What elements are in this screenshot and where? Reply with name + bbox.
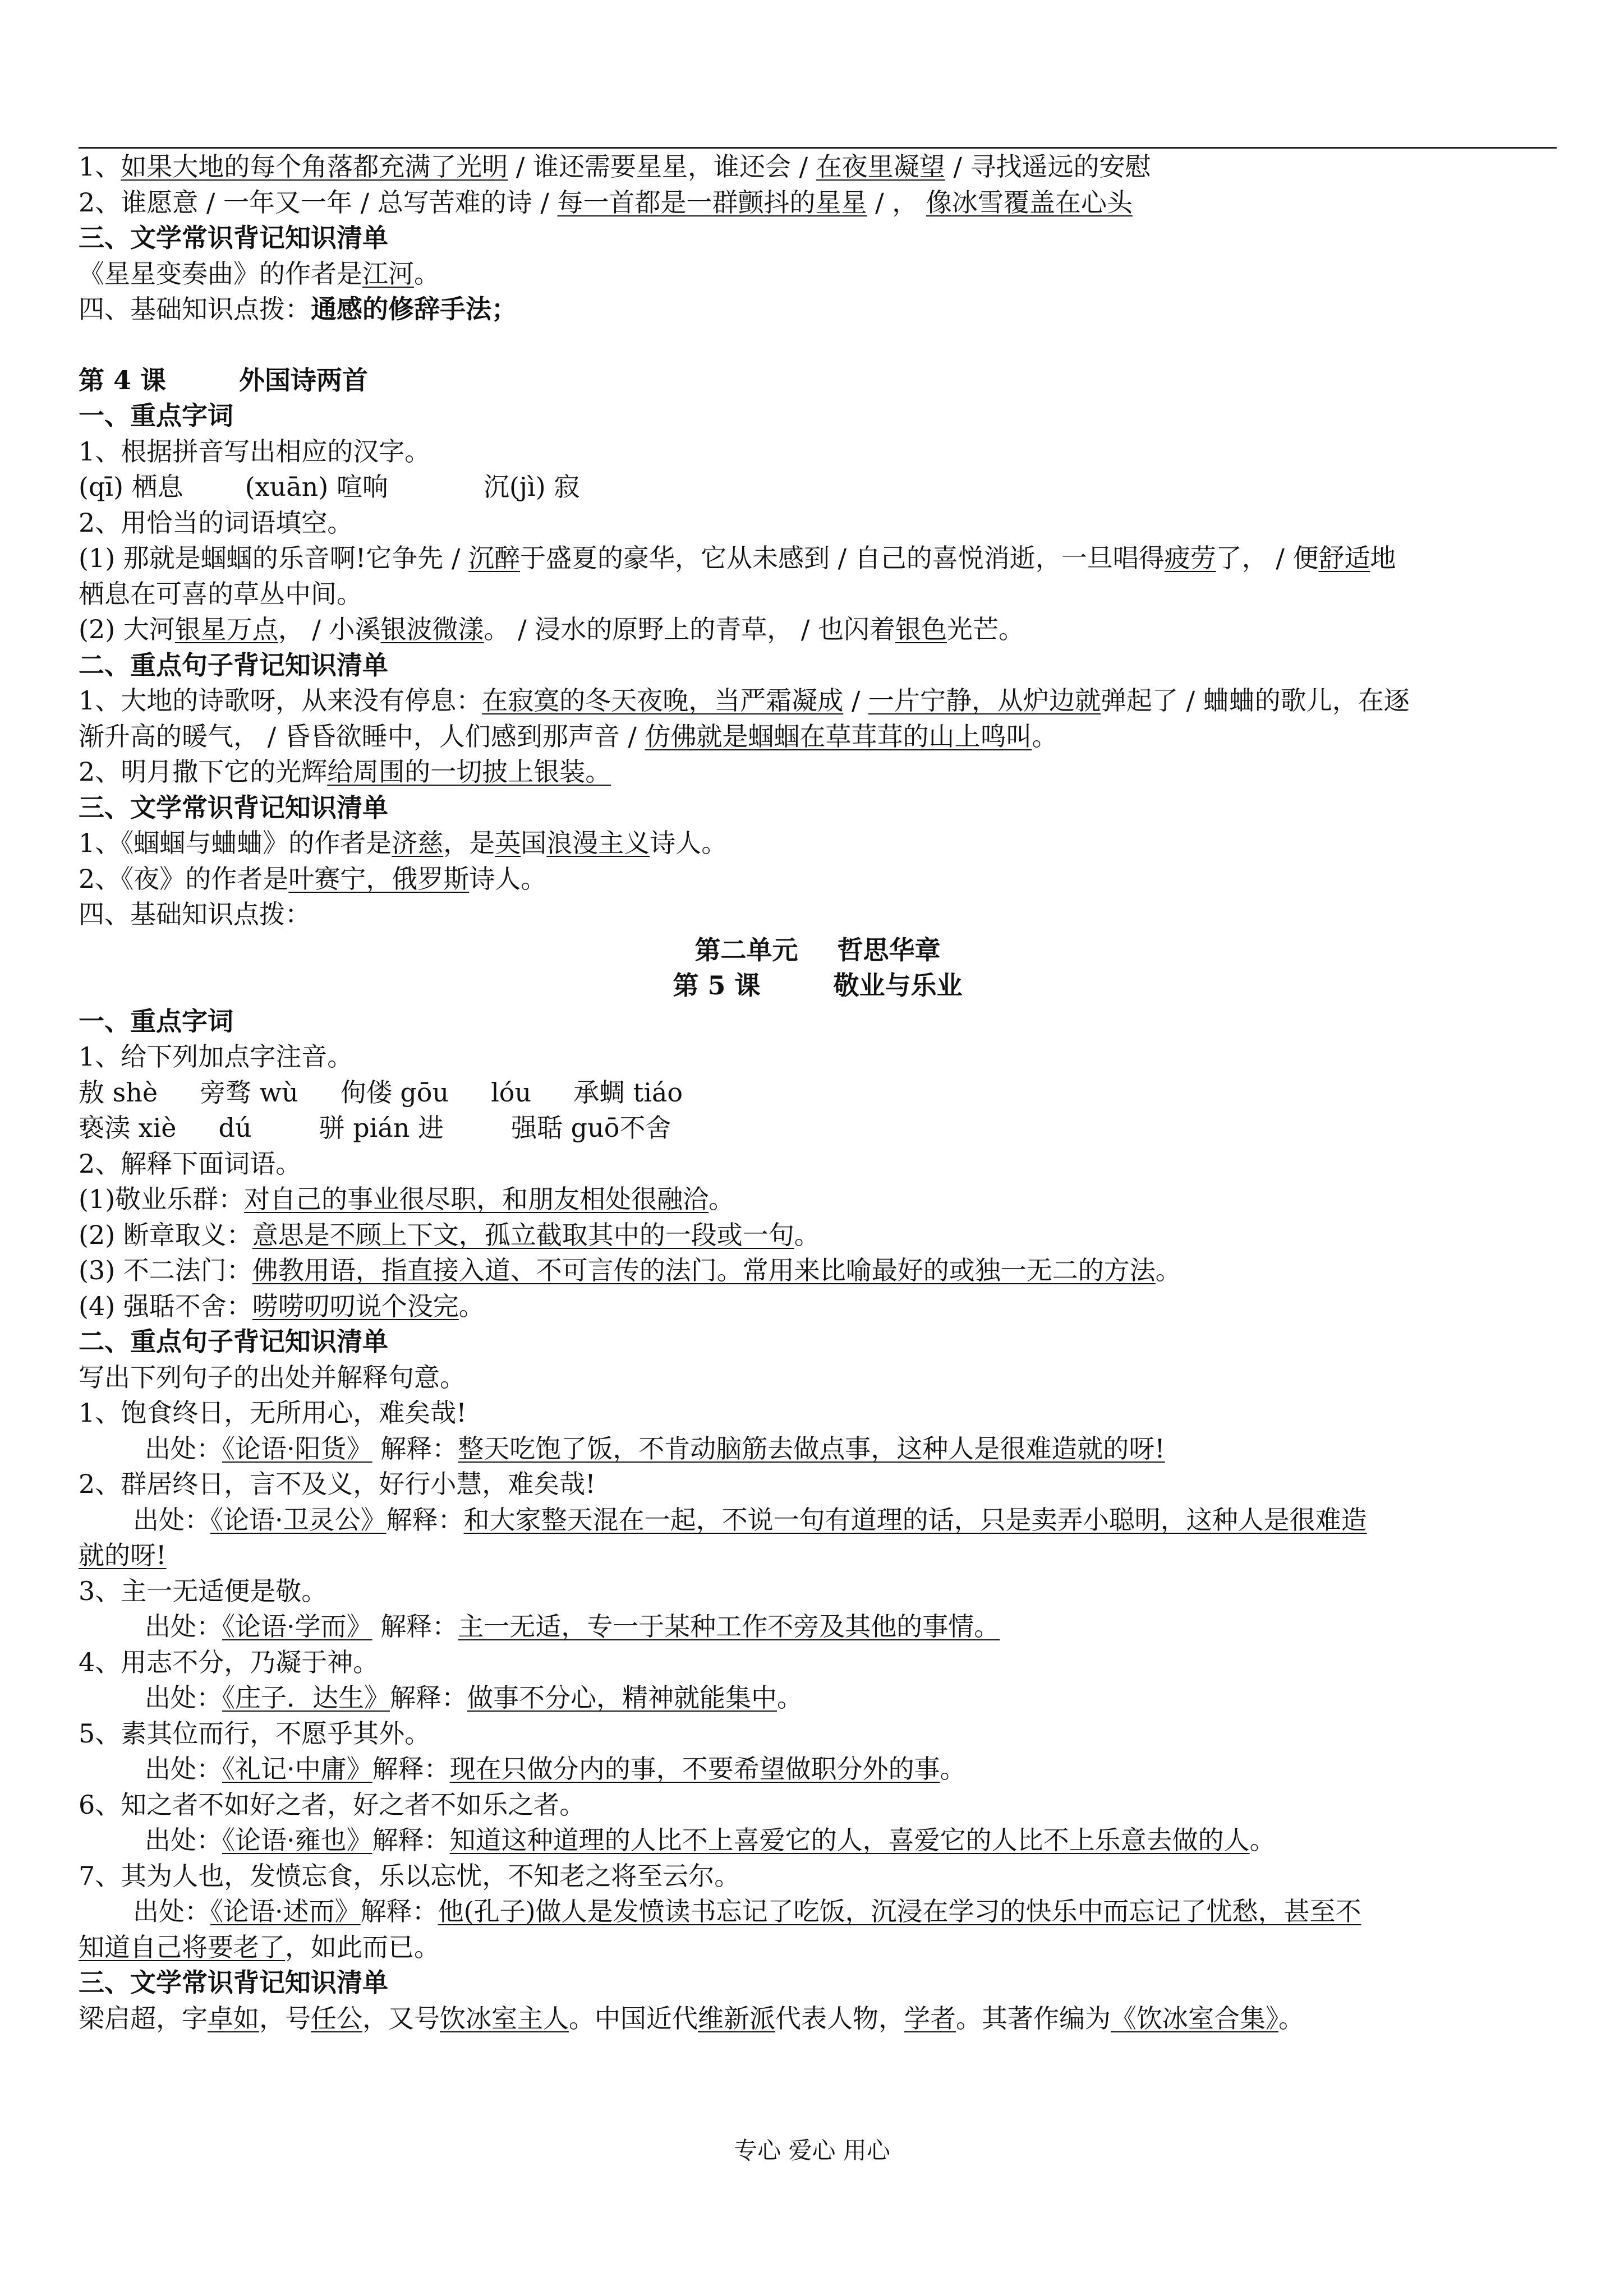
definition <box>79 1253 1557 1289</box>
source-line <box>79 1680 1557 1716</box>
answer: 仿佛就是蝈蝈在草茸茸的山上鸣叫 <box>645 721 1032 751</box>
answer: 学者 <box>904 2003 956 2034</box>
answer: 银波微漾 <box>380 614 484 644</box>
text: 解释： <box>372 1611 458 1642</box>
text: 解释： <box>372 1433 458 1464</box>
pinyin-row <box>79 1075 1557 1111</box>
answer: 维新派 <box>698 2003 775 2034</box>
answer: 叶赛宁，俄罗斯 <box>288 863 470 894</box>
text: / 寻找遥远的安慰 <box>945 151 1151 182</box>
author-line <box>79 826 1557 861</box>
text: 国 <box>521 828 547 858</box>
poem-line-2 <box>79 185 1557 221</box>
source: 《论语·学而》 <box>222 1611 372 1642</box>
sentence <box>79 683 1557 719</box>
poem-line-1 <box>79 149 1557 185</box>
text: 了， / 便 <box>1216 543 1319 573</box>
pinyin-row <box>79 1110 1557 1146</box>
source-line <box>79 1823 1557 1859</box>
definition <box>79 1218 1557 1253</box>
answer: 主一无适，专一于某种工作不旁及其他的事情。 <box>458 1611 1000 1642</box>
text: ，号 <box>259 2003 311 2034</box>
text: 。 / 浸水的原野上的青草， / 也闪着 <box>484 614 896 644</box>
fill-item <box>79 612 1557 648</box>
section-heading: 三、文学常识背记知识清单 <box>79 1967 388 1998</box>
lesson-name: 外国诗两首 <box>239 365 369 395</box>
text: 。 <box>794 1219 820 1250</box>
source: 《论语·述而》 <box>210 1896 361 1926</box>
quote: 1、饱食终日，无所用心，难矣哉! <box>79 1398 467 1428</box>
text: (2) 大河 <box>79 614 175 644</box>
author-line <box>79 861 1557 897</box>
answer: 饮冰室主人 <box>440 2003 569 2034</box>
pinyin-item: (xuān) 喧响 <box>245 472 388 502</box>
section-heading: 三、文学常识背记知识清单 <box>79 223 388 253</box>
source: 《论语·卫灵公》 <box>210 1504 387 1535</box>
quote: 7、其为人也，发愤忘食，乐以忘忧，不知老之将至云尔。 <box>79 1860 740 1891</box>
text: 。 <box>940 1754 966 1784</box>
answer: 像冰雪覆盖在心头 <box>926 187 1133 218</box>
quote: 3、主一无适便是敬。 <box>79 1575 328 1606</box>
text: 出处： <box>145 1682 222 1713</box>
source: 《礼记·中庸》 <box>222 1754 372 1784</box>
fill-item <box>79 541 1557 577</box>
text: 梁启超，字 <box>79 2003 208 2034</box>
answer: 给周围的一切披上银装。 <box>327 757 611 787</box>
text: 1、 <box>79 151 121 182</box>
quote: 6、知之者不如好之者，好之者不如乐之者。 <box>79 1789 586 1820</box>
source-line <box>79 1894 1557 1930</box>
quote: 4、用志不分，乃凝于神。 <box>79 1647 379 1677</box>
text: ，又号 <box>362 2003 440 2034</box>
pinyin-item: 承蜩 tiáo <box>573 1077 683 1108</box>
unit-label: 第二单元 <box>694 934 798 965</box>
quote: 5、素其位而行，不愿乎其外。 <box>79 1718 431 1749</box>
pinyin-item: 沉(jì) 寂 <box>483 472 580 502</box>
source: 《论语·阳货》 <box>222 1433 372 1464</box>
answer: 沉醉 <box>468 543 521 573</box>
text: ， / 小溪 <box>278 614 381 644</box>
text: 。 <box>458 1290 485 1321</box>
text: 出处： <box>145 1611 222 1642</box>
text: 。 <box>1278 2003 1304 2034</box>
instruction: 写出下列句子的出处并解释句意。 <box>79 1362 466 1393</box>
source-line-cont <box>79 1538 1557 1574</box>
answer: 佛教用语，指直接入道、不可言传的法门。常用来比喻最好的或独一无二的方法 <box>252 1255 1156 1285</box>
lesson-name: 敬业与乐业 <box>833 970 963 1001</box>
answer: 银星万点 <box>174 614 278 644</box>
answer: 银色 <box>895 614 947 644</box>
text: 。 <box>1155 1255 1181 1285</box>
pinyin-row <box>79 469 1557 505</box>
text: 渐升高的暖气， / 昏昏欲睡中，人们感到那声音 / <box>79 721 645 751</box>
pinyin-item: (qī) 栖息 <box>79 472 183 502</box>
pinyin-item: 敖 shè <box>79 1077 158 1108</box>
lesson-title <box>79 363 1557 399</box>
sentence <box>79 754 1557 790</box>
answer: 就的呀! <box>79 1540 167 1570</box>
lesson-number: 第 5 课 <box>673 970 761 1001</box>
text: 2、 <box>79 187 121 218</box>
question: 2、用恰当的词语填空。 <box>79 507 353 538</box>
answer: 卓如 <box>208 2003 259 2034</box>
answer: 他(孔子)做人是发愤读书忘记了吃饭，沉浸在学习的快乐中而忘记了忧愁，甚至不 <box>438 1896 1361 1926</box>
text: 地 <box>1370 543 1396 573</box>
section-heading: 二、重点句子背记知识清单 <box>79 649 388 680</box>
pinyin-item: 佝偻 gōu <box>340 1077 449 1108</box>
answer: 知道自己将要老了 <box>79 1931 285 1962</box>
text: 。 <box>1249 1825 1276 1855</box>
answer: 疲劳 <box>1164 543 1216 573</box>
text: 解释： <box>360 1896 438 1926</box>
page-footer: 专心 爱心 用心 <box>734 2137 890 2164</box>
source-line-cont <box>79 1930 1557 1966</box>
unit-name: 哲思华章 <box>837 934 941 965</box>
text: 。中国近代 <box>569 2003 698 2034</box>
answer: 如果大地的每个角落都充满了光明 <box>121 151 508 182</box>
biography <box>79 2001 1557 2037</box>
text: 出处： <box>133 1504 210 1535</box>
answer: 每一首都是一群颤抖的星星 <box>557 187 867 218</box>
lesson-title <box>79 968 1557 1004</box>
tip-line: 四、基础知识点拨： <box>79 899 311 929</box>
section-heading: 二、重点句子背记知识清单 <box>79 1326 388 1357</box>
text: 诗人。 <box>650 828 728 858</box>
pinyin-item: lóu <box>491 1077 532 1108</box>
source-line <box>79 1751 1557 1787</box>
answer: 济慈 <box>392 828 444 858</box>
question: 2、解释下面词语。 <box>79 1148 302 1179</box>
source-line <box>79 1431 1557 1467</box>
pinyin-item: 骈 pián 进 <box>319 1113 444 1143</box>
tip-line <box>79 292 1557 328</box>
author-line <box>79 256 1557 292</box>
answer: 对自己的事业很尽职，和朋友相处很融洽 <box>244 1184 709 1214</box>
text: 。其著作编为 <box>956 2003 1111 2034</box>
pinyin-item: 强聒 guō不舍 <box>511 1113 671 1143</box>
pinyin-item: 亵渎 xiè <box>79 1113 177 1143</box>
source: 《论语·雍也》 <box>222 1825 372 1855</box>
text: 2、明月撒下它的光辉 <box>79 757 328 787</box>
answer: 做事不分心，精神就能集中 <box>467 1682 777 1713</box>
text: 诗人。 <box>469 863 547 894</box>
text: 于盛夏的豪华，它从未感到 / 自己的喜悦消逝，一旦唱得 <box>520 543 1165 573</box>
text: 。 <box>414 258 440 289</box>
answer: 整天吃饱了饭，不肯动脑筋去做点事，这种人是很难造就的呀! <box>458 1433 1165 1464</box>
sentence-cont <box>79 719 1557 755</box>
text: 1、大地的诗歌呀，从来没有停息： <box>79 685 482 716</box>
pinyin-item: 旁骛 wù <box>200 1077 298 1108</box>
answer: 任公 <box>311 2003 362 2034</box>
text: 解释： <box>372 1825 450 1855</box>
section-heading: 一、重点字词 <box>79 1006 233 1036</box>
definition <box>79 1182 1557 1218</box>
pinyin-item: dú <box>218 1113 252 1143</box>
source-line <box>79 1609 1557 1645</box>
text: 四、基础知识点拨： <box>79 294 311 324</box>
text: 弹起了 / 蛐蛐的歌儿，在逐 <box>1101 685 1410 716</box>
answer: 通感的修辞手法； <box>311 294 517 324</box>
answer: 唠唠叨叨说个没完 <box>252 1290 459 1321</box>
answer: 英 <box>495 828 521 858</box>
text: 解释： <box>386 1504 464 1535</box>
answer: 江河 <box>362 258 414 289</box>
text: 出处： <box>145 1433 222 1464</box>
answer: 知道这种道理的人比不上喜爱它的人，喜爱它的人比不上乐意去做的人 <box>449 1825 1250 1855</box>
lesson-number: 第 4 课 <box>79 365 167 395</box>
term: (4) 强聒不舍： <box>79 1290 252 1321</box>
text: ，如此而已。 <box>285 1931 440 1962</box>
question: 1、根据拼音写出相应的汉字。 <box>79 436 431 467</box>
answer: 在夜里凝望 <box>816 151 945 182</box>
text: 。 <box>1032 721 1058 751</box>
answer: 意思是不顾上下文，孤立截取其中的一段或一句 <box>252 1219 794 1250</box>
answer: 现在只做分内的事，不要希望做职分外的事 <box>449 1754 940 1784</box>
section-heading: 三、文学常识背记知识清单 <box>79 792 388 823</box>
answer: 一片宁静，从炉边就 <box>868 685 1101 716</box>
term: (2) 断章取义： <box>79 1219 252 1250</box>
question: 1、给下列加点字注音。 <box>79 1041 353 1072</box>
term: (1)敬业乐群： <box>79 1184 245 1214</box>
answer: 在寂寞的冬天夜晚，当严霜凝成 <box>482 685 844 716</box>
text: / <box>843 685 869 716</box>
text: ，是 <box>443 828 495 858</box>
text: 光芒。 <box>947 614 1025 644</box>
answer: 舒适 <box>1318 543 1370 573</box>
fill-item-cont: 栖息在可喜的草丛中间。 <box>79 578 362 609</box>
text: 出处： <box>133 1896 210 1926</box>
answer: 和大家整天混在一起，不说一句有道理的话，只是卖弄小聪明，这种人是很难造 <box>463 1504 1367 1535</box>
text: 解释： <box>390 1682 467 1713</box>
spacer <box>79 328 1557 363</box>
text: (1) 那就是蝈蝈的乐音啊!它争先 / <box>79 543 469 573</box>
definition <box>79 1289 1557 1325</box>
text: 1、《蝈蝈与蛐蛐》的作者是 <box>79 828 392 858</box>
text: 谁愿意 / 一年又一年 / 总写苦难的诗 / <box>121 187 558 218</box>
text: / ， <box>867 187 926 218</box>
text: 2、《夜》的作者是 <box>79 863 289 894</box>
answer: 《饮冰室合集》 <box>1111 2003 1278 2034</box>
quote: 2、群居终日，言不及义，好行小慧，难矣哉! <box>79 1469 596 1499</box>
text: 。 <box>709 1184 735 1214</box>
text: 代表人物， <box>775 2003 904 2034</box>
text: 出处： <box>145 1754 222 1784</box>
document-body <box>79 147 1557 2036</box>
text: 。 <box>777 1682 803 1713</box>
term: (3) 不二法门： <box>79 1255 252 1285</box>
text: 《星星变奏曲》的作者是 <box>79 258 362 289</box>
source: 《庄子．达生》 <box>222 1682 390 1713</box>
answer: 浪漫主义 <box>546 828 650 858</box>
unit-title <box>79 933 1557 969</box>
text: 解释： <box>372 1754 450 1784</box>
text: / 谁还需要星星，谁还会 / <box>508 151 816 182</box>
text: 出处： <box>145 1825 222 1855</box>
source-line <box>79 1502 1557 1538</box>
section-heading: 一、重点字词 <box>79 400 233 431</box>
